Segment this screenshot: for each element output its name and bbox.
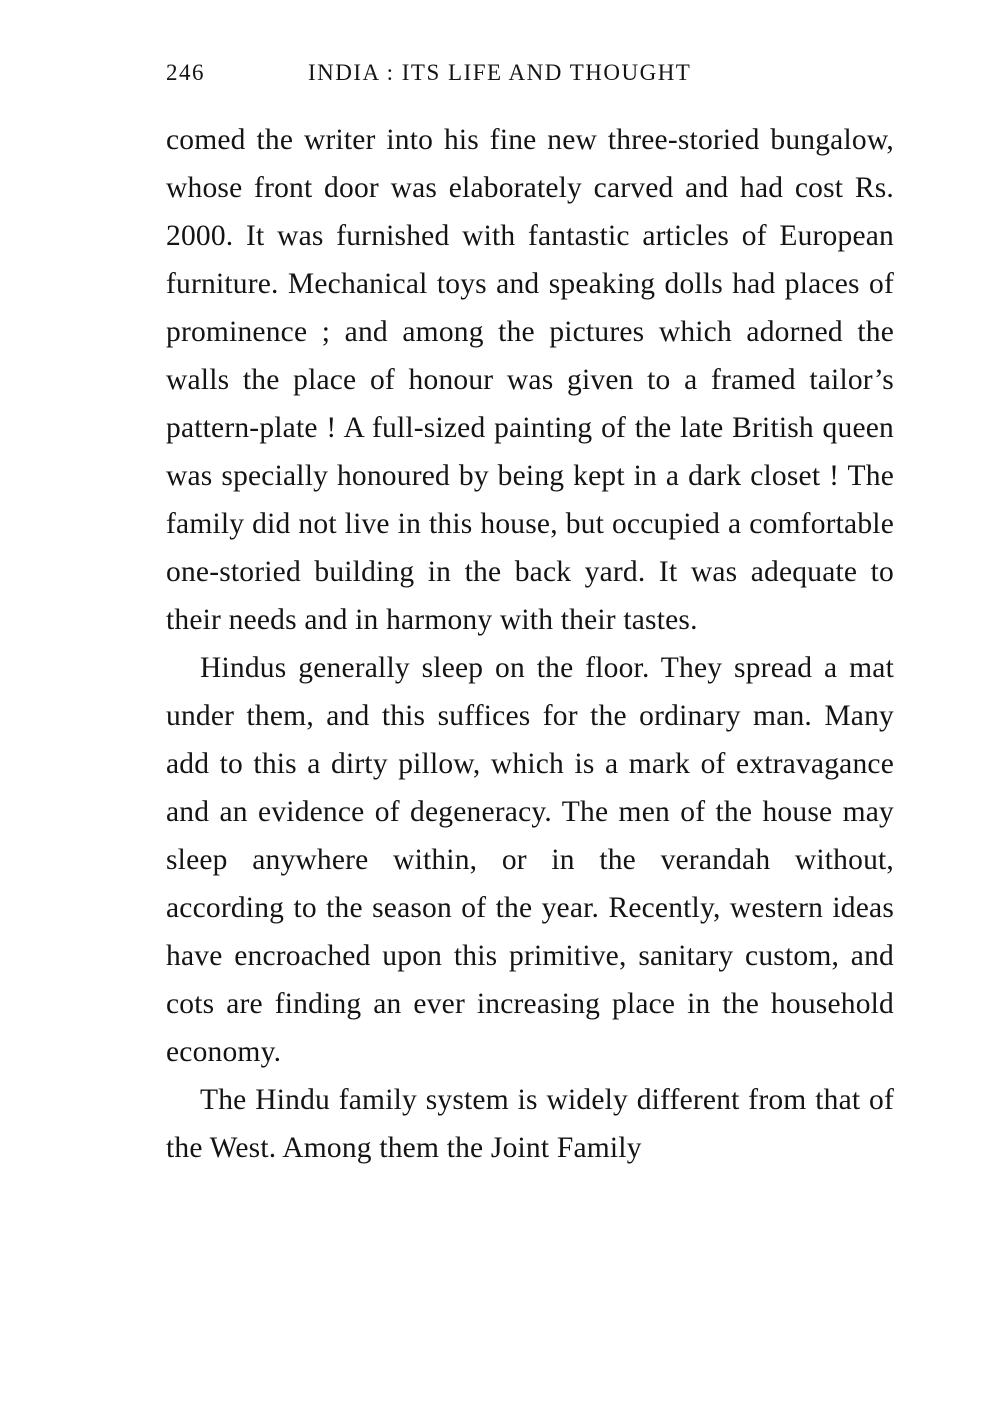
page-number: 246 bbox=[166, 60, 205, 85]
running-head bbox=[166, 60, 896, 94]
body-text bbox=[166, 116, 894, 1172]
running-title: INDIA : ITS LIFE AND THOUGHT bbox=[308, 60, 692, 85]
paragraph-continued: comed the writer into his fine new three-storied bungalow, whose front door was elaborately carved and had cost Rs. 2000. It was furnished with fantastic articles of European furniture. Mechanical toys and speaking dolls had places of prominence ; and among the pictures which adorned the walls the place of honour was given to a framed tailor’s pattern-plate ! A full-sized painting of the late British queen was specially honoured by being kept in a dark closet ! The family did not live in this house, but occupied a comfortable one-storied building in the back yard. It was adequate to their needs and in harmony with their tastes. bbox=[166, 124, 894, 636]
paragraph-family-system: The Hindu family system is widely different from that of the West. Among them the Joint Family bbox=[166, 1084, 894, 1164]
paragraph-sleeping-customs: Hindus generally sleep on the floor. They spread a mat under them, and this suffices for the ordinary man. Many add to this a dirty pillow, which is a mark of extravagance and an evidence of degeneracy. The men of the house may sleep anywhere within, or in the verandah without, according to the season of the year. Recently, western ideas have encroached upon this primitive, sanitary custom, and cots are finding an ever increasing place in the household economy. bbox=[166, 652, 894, 1068]
